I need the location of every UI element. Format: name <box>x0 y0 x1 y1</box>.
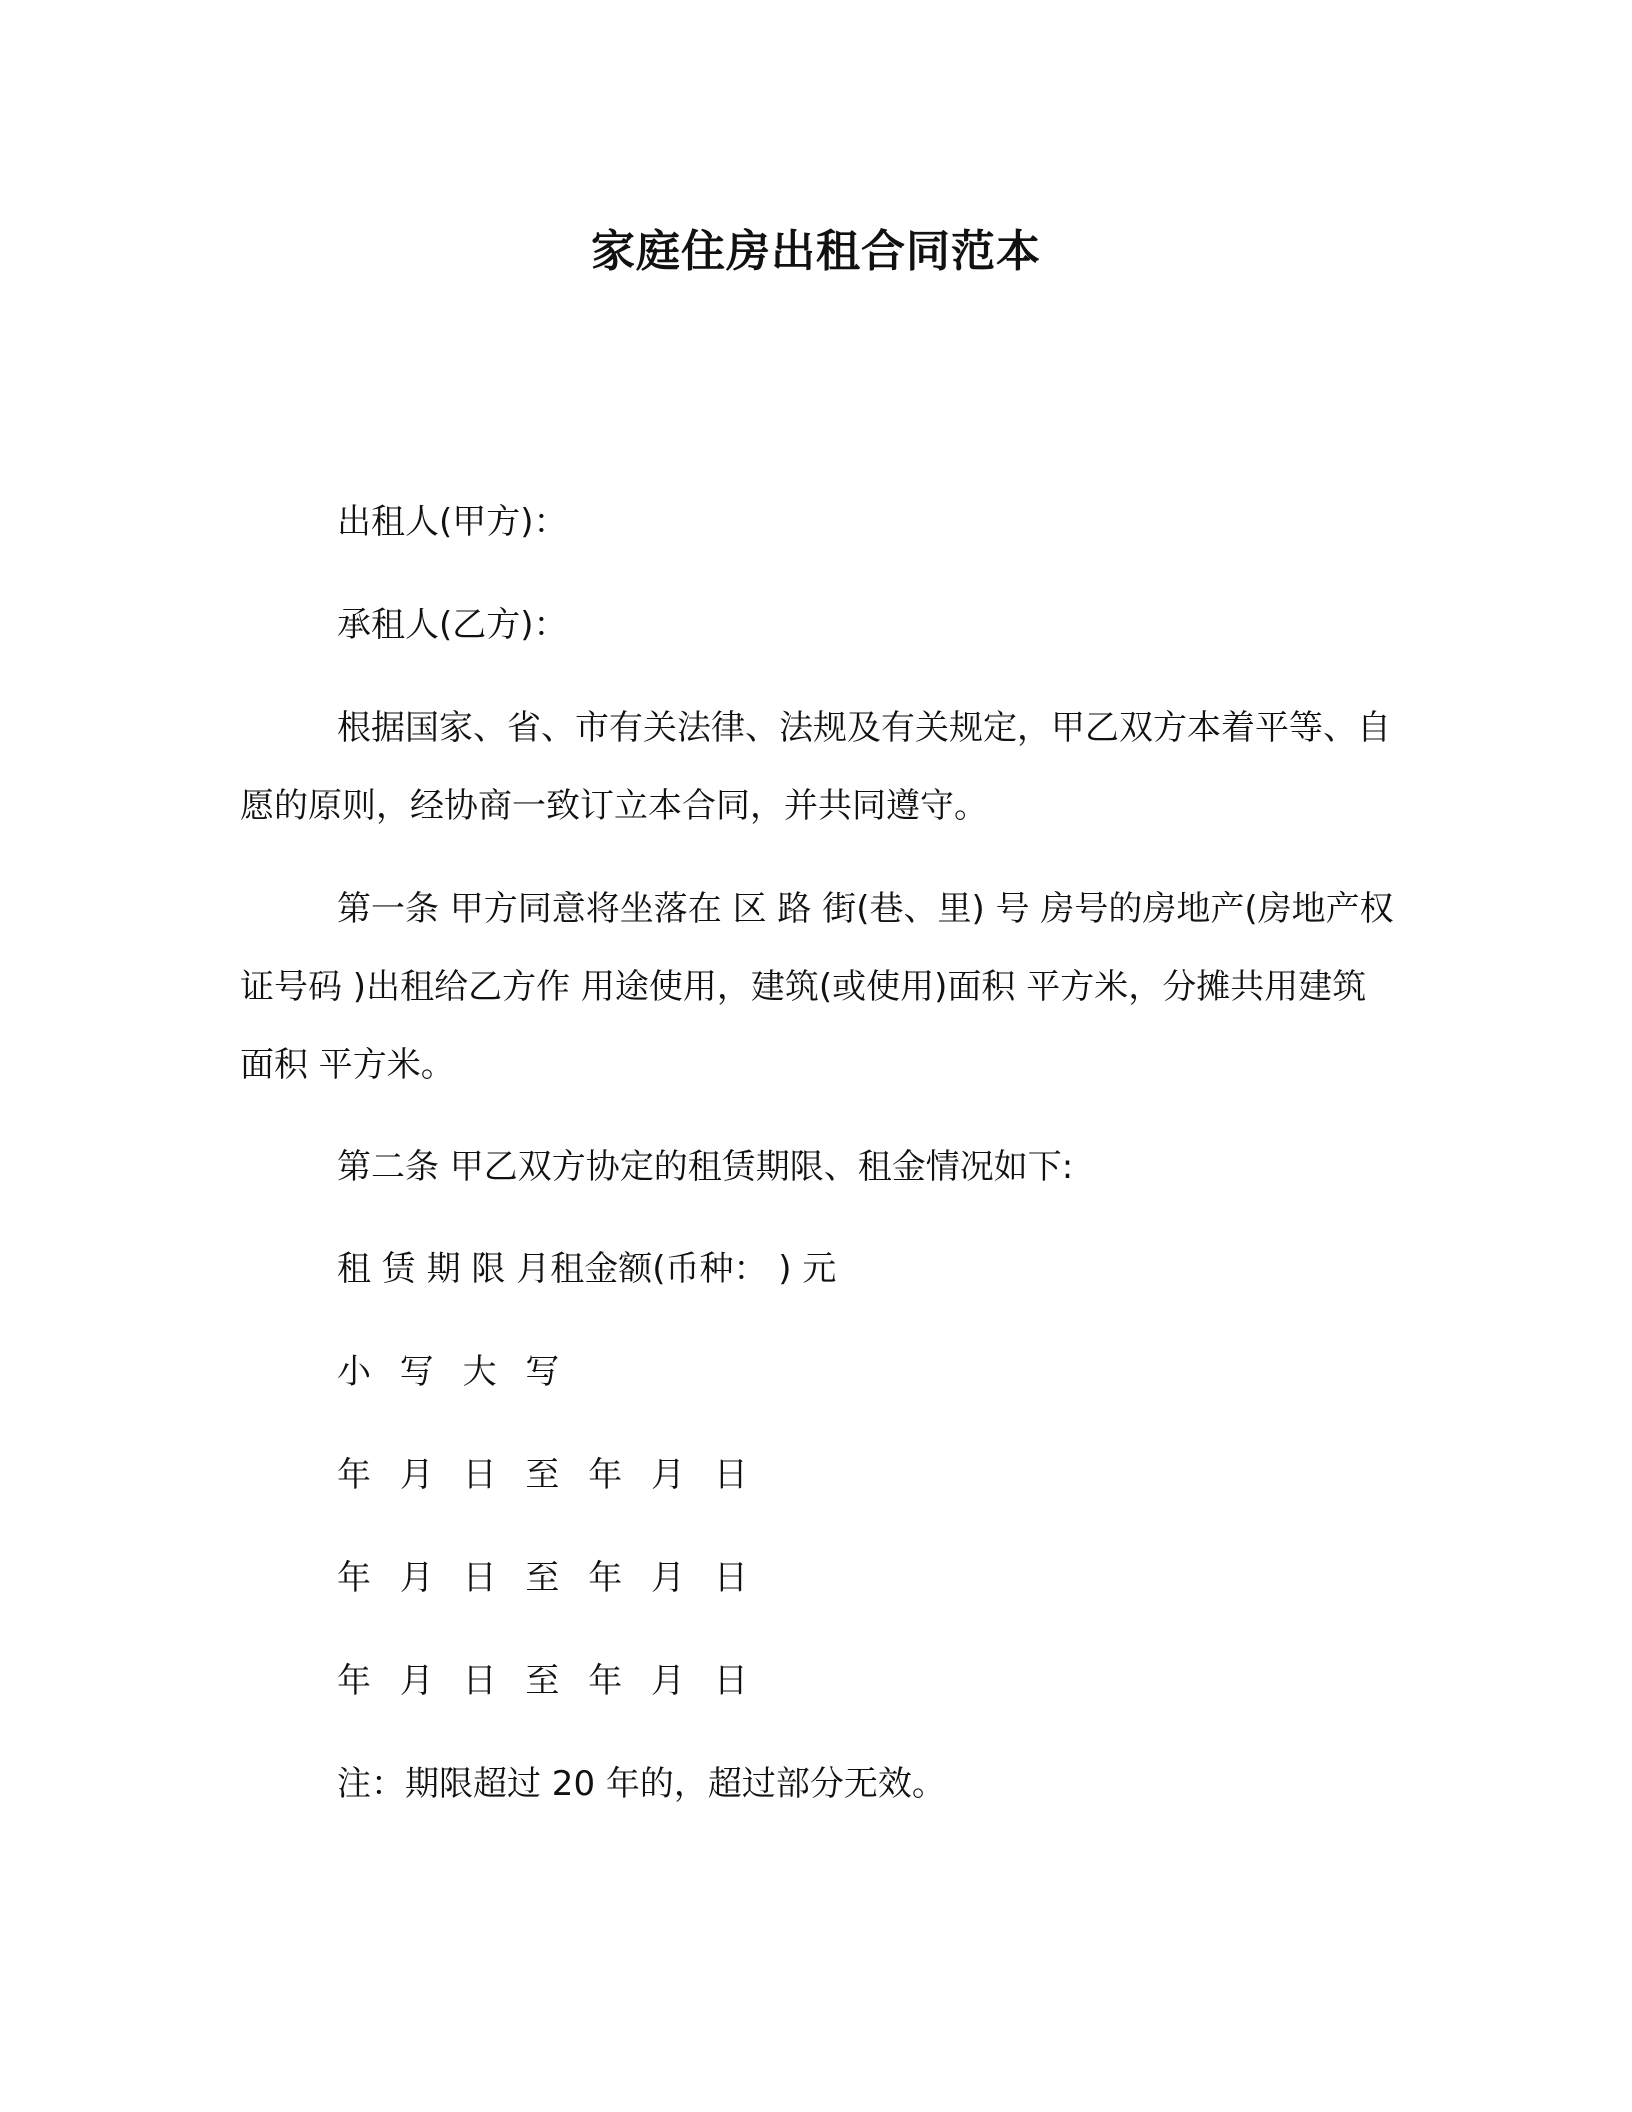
article-one-paragraph: 第一条 甲方同意将坐落在 区 路 街(巷、里) 号 房号的房地产(房地产权证号码 )出租给乙方作 用途使用，建筑(或使用)面积 平方米，分摊共用建筑面积 平方米。 <box>240 889 1394 1085</box>
date-range-row: 年 月 日 至 年 月 日 <box>337 1661 757 1701</box>
document-title: 家庭住房出租合同范本 <box>591 226 1041 277</box>
lessee-line: 承租人(乙方)： <box>337 605 568 645</box>
amount-case-header: 小 写 大 写 <box>337 1352 569 1392</box>
lease-term-rent-header: 租 赁 期 限 月租金额(币种： ) 元 <box>337 1249 837 1289</box>
preamble-paragraph: 根据国家、省、市有关法律、法规及有关规定，甲乙双方本着平等、自愿的原则，经协商一致订立本合同，并共同遵守。 <box>240 708 1391 826</box>
article-two-paragraph: 第二条 甲乙双方协定的租赁期限、租金情况如下: <box>337 1147 1074 1187</box>
term-limit-note: 注：期限超过 20 年的，超过部分无效。 <box>337 1764 946 1804</box>
date-range-row: 年 月 日 至 年 月 日 <box>337 1558 757 1598</box>
lessor-line: 出租人(甲方)： <box>337 502 568 542</box>
date-range-row: 年 月 日 至 年 月 日 <box>337 1455 757 1495</box>
